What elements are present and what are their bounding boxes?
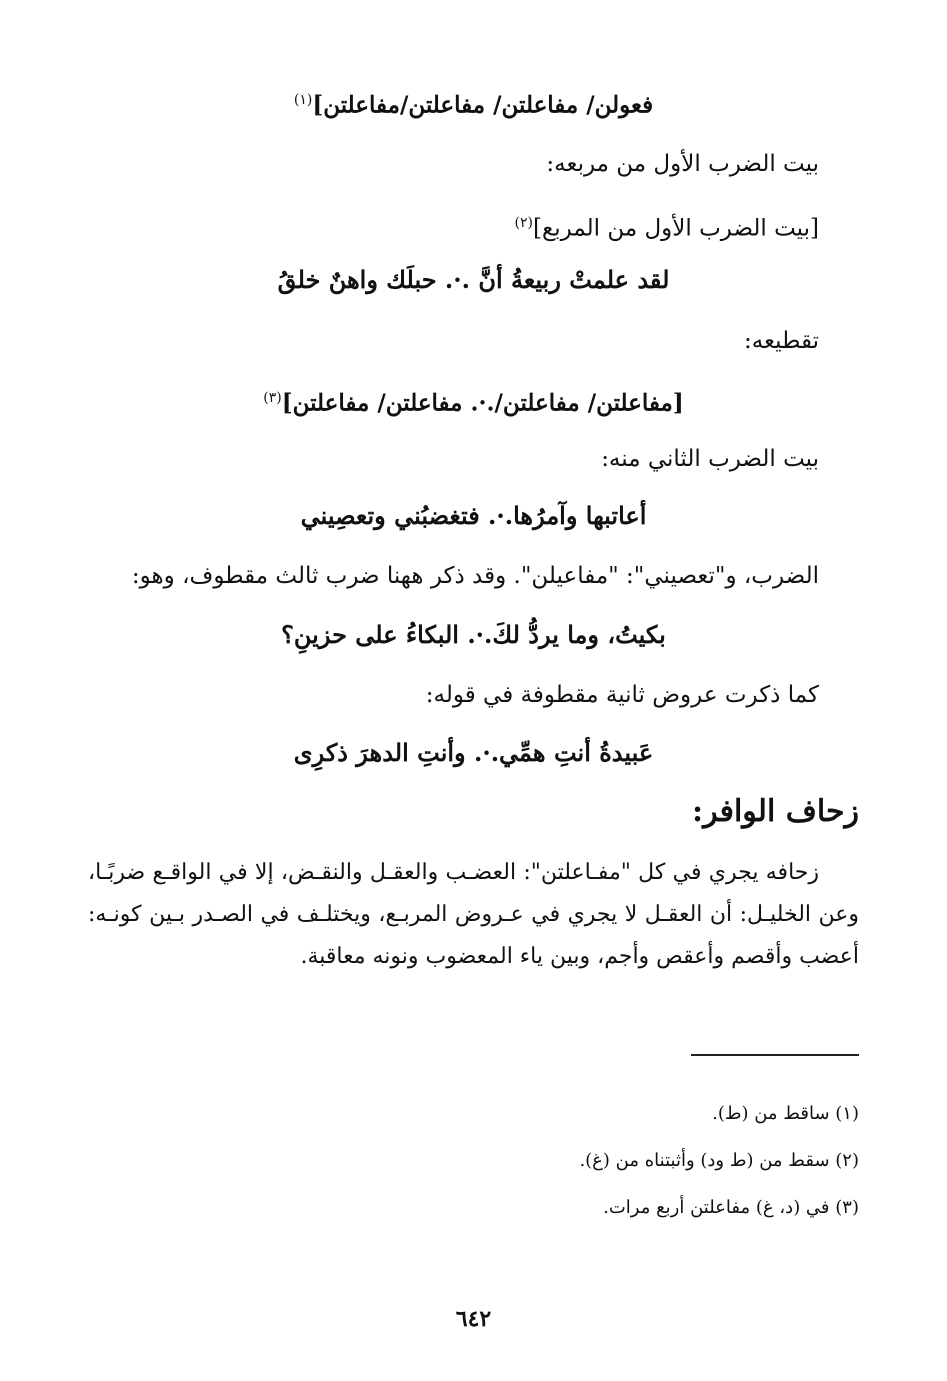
section-heading: زحاف الوافر:	[692, 794, 859, 829]
meter-text: فعولن/ مفاعلتن/ مفاعلتن/مفاعلتن]	[312, 91, 654, 119]
body-paragraph	[88, 852, 859, 978]
paragraph-line: زحافه يجري في كل "مفـاعلتن": العضـب والعقـل والنقـض، إلا في الواقـع ضربًـا،	[88, 860, 819, 885]
verse-3: بكيتُ، وما يردُّ لكَ.·. البكاءُ على حزينِ؟	[281, 620, 666, 649]
text-line: الضرب، و"تعصيني": "مفاعيلن". وقد ذكر ههنا ضرب ثالث مقطوف، وهو:	[131, 563, 819, 589]
footnote-ref-1: (١)	[293, 92, 313, 108]
scansion-text: [مفاعلتن/ مفاعلتن/.·. مفاعلتن/ مفاعلتن]	[281, 389, 684, 417]
footnote-2: (٢) سقط من (ط ود) وأثبتناه من (غ).	[579, 1150, 859, 1171]
text-line: تقطيعه:	[743, 328, 819, 354]
footnote-ref-2: (٢)	[514, 215, 534, 231]
bracket-text: [بيت الضرب الأول من المربع]	[533, 215, 819, 242]
footnotes	[88, 1090, 859, 1231]
verse-4: عَبيدةُ أنتِ همِّي.·. وأنتِ الدهرَ ذكرِى	[293, 738, 654, 767]
footnote-divider	[691, 1054, 859, 1056]
page-number: ٦٤٢	[455, 1306, 492, 1332]
footnote-ref-3: (٣)	[263, 390, 282, 406]
text-line-with-note	[515, 207, 819, 245]
paragraph-line: وعن الخليـل: أن العقـل لا يجري في عـروض المربـع، ويختلـف في الصـدر بـين كونـه:	[88, 902, 859, 927]
scansion-line	[0, 382, 947, 420]
verse-1: لقد علمتْ ربيعةُ أنَّ .·. حبلَك واهنٌ خلقُ	[277, 265, 670, 294]
footnote-1: (١) ساقط من (ط).	[712, 1103, 859, 1124]
text-line: بيت الضرب الأول من مربعه:	[546, 151, 819, 177]
verse-2: أعاتبها وآمرُها.·. فتغضبُني وتعصِيني	[300, 501, 647, 530]
meter-line	[0, 84, 947, 122]
text-line: بيت الضرب الثاني منه:	[601, 446, 819, 472]
text-line: كما ذكرت عروض ثانية مقطوفة في قوله:	[425, 682, 819, 708]
paragraph-line: أعضب وأقصم وأعقص وأجم، وبين ياء المعضوب ونونه معاقبة.	[300, 944, 859, 969]
footnote-3: (٣) في (د، غ) مفاعلتن أربع مرات.	[603, 1197, 859, 1218]
